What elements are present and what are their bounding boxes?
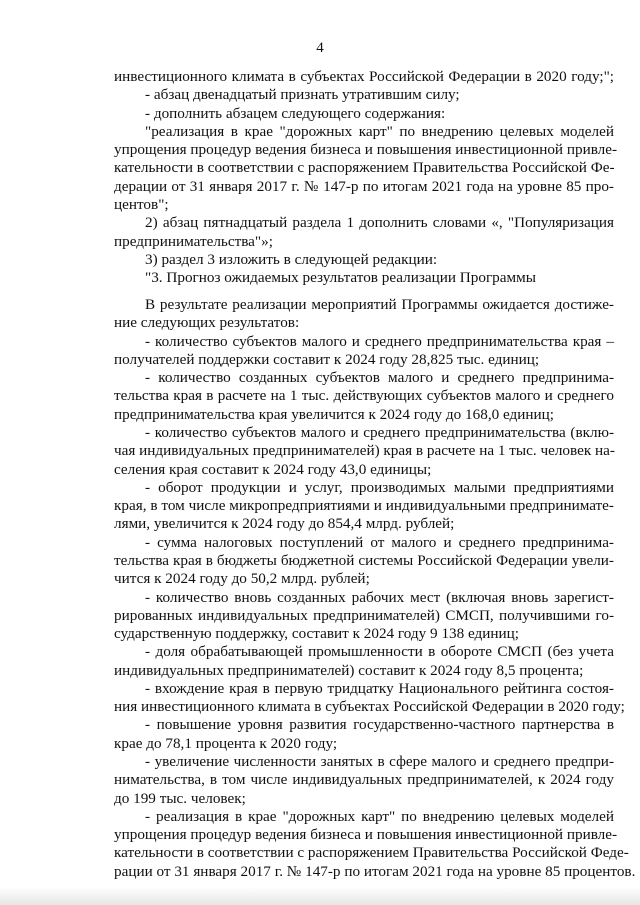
text-line: - реализация в крае "дорожных карт" по внедрению целевых моделей xyxy=(145,808,614,825)
text-line: нимательства, в том числе индивидуальных предпринимателей, к 2024 году xyxy=(114,771,614,788)
text-line: чится к 2024 году до 50,2 млрд. рублей; xyxy=(114,570,370,587)
text-line: - количество субъектов малого и среднего предпринимательства края – xyxy=(145,333,614,350)
text-line: "реализация в крае "дорожных карт" по внедрению целевых моделей xyxy=(145,123,614,140)
text-line: края, в том числе микропредприятиями и индивидуальными предпринимате- xyxy=(114,497,614,514)
text-line: рации от 31 января 2017 г. № 147-р по итогам 2021 года на уровне 85 процентов. xyxy=(114,863,636,880)
text-line: получателей поддержки составит к 2024 году 28,825 тыс. единиц; xyxy=(114,351,540,368)
text-line: упрощения процедур ведения бизнеса и повышения инвестиционной привле- xyxy=(114,141,618,158)
text-line: предпринимательства"»; xyxy=(114,233,273,250)
text-line: - сумма налоговых поступлений от малого и среднего предпринима- xyxy=(145,534,614,551)
text-line: рированных индивидуальных предпринимателей) СМСП, получившими го- xyxy=(114,607,614,624)
text-line: - дополнить абзацем следующего содержания: xyxy=(145,105,446,122)
text-line: центов"; xyxy=(114,196,169,213)
text-line: - абзац двенадцатый признать утратившим силу; xyxy=(145,86,460,103)
text-line: до 199 тыс. человек; xyxy=(114,790,246,807)
text-line: упрощения процедур ведения бизнеса и повышения инвестиционной привле- xyxy=(114,826,618,843)
text-line: дерации от 31 января 2017 г. № 147-р по итогам 2021 года на уровне 85 про- xyxy=(114,178,614,195)
text-line: инвестиционного климата в субъектах Российской Федерации в 2020 году;"; xyxy=(114,68,614,85)
text-line: - количество созданных субъектов малого и среднего предпринима- xyxy=(145,369,614,386)
text-line: селения края составит к 2024 году 43,0 единицы; xyxy=(114,461,432,478)
text-line: - количество вновь созданных рабочих мест (включая вновь зарегист- xyxy=(145,589,614,606)
text-line: 3) раздел 3 изложить в следующей редакции: xyxy=(145,251,438,268)
text-line: лями, увеличится к 2024 году до 854,4 млрд. рублей; xyxy=(114,515,455,532)
page-number: 4 xyxy=(316,40,324,56)
text-line: тельства края в расчете на 1 тыс. действующих субъектов малого и среднего xyxy=(114,387,614,404)
text-line: предпринимательства края увеличится к 2024 году до 168,0 единиц; xyxy=(114,406,555,423)
text-line: 2) абзац пятнадцатый раздела 1 дополнить словами «, "Популяризация xyxy=(145,214,614,231)
text-line: сударственную поддержку, составит к 2024 году 9 138 единиц; xyxy=(114,625,520,642)
text-line: кательности в соответствии с распоряжением Правительства Российской Феде- xyxy=(114,844,629,861)
text-line: крае до 78,1 процента к 2020 году; xyxy=(114,735,338,752)
section-heading: "3. Прогноз ожидаемых результатов реализации Программы xyxy=(145,269,536,286)
text-line: индивидуальных предпринимателей) составит к 2024 году 8,5 процента; xyxy=(114,662,584,679)
scan-edge-shadow xyxy=(0,887,640,905)
text-line: ния инвестиционного климата в субъектах Российской Федерации в 2020 году; xyxy=(114,698,625,715)
text-line: - оборот продукции и услуг, производимых малыми предприятиями xyxy=(145,479,614,496)
text-line: кательности в соответствии с распоряжением Правительства Российской Фе- xyxy=(114,159,615,176)
text-line: - вхождение края в первую тридцатку Национального рейтинга состоя- xyxy=(145,680,614,697)
text-line: тельства края в бюджеты бюджетной системы Российской Федерации увели- xyxy=(114,552,614,569)
text-line: ние следующих результатов: xyxy=(114,314,300,331)
text-line: - увеличение численности занятых в сфере малого и среднего предпри- xyxy=(145,753,614,770)
text-line: - доля обрабатывающей промышленности в обороте СМСП (без учета xyxy=(145,643,614,660)
text-line: чая индивидуальных предпринимателей) края в расчете на 1 тыс. человек на- xyxy=(114,442,615,459)
text-line: В результате реализации мероприятий Программы ожидается достиже- xyxy=(145,296,614,313)
text-line: - повышение уровня развития государственно-частного партнерства в xyxy=(145,716,614,733)
text-line: - количество субъектов малого и среднего предпринимательства (вклю- xyxy=(145,424,614,441)
